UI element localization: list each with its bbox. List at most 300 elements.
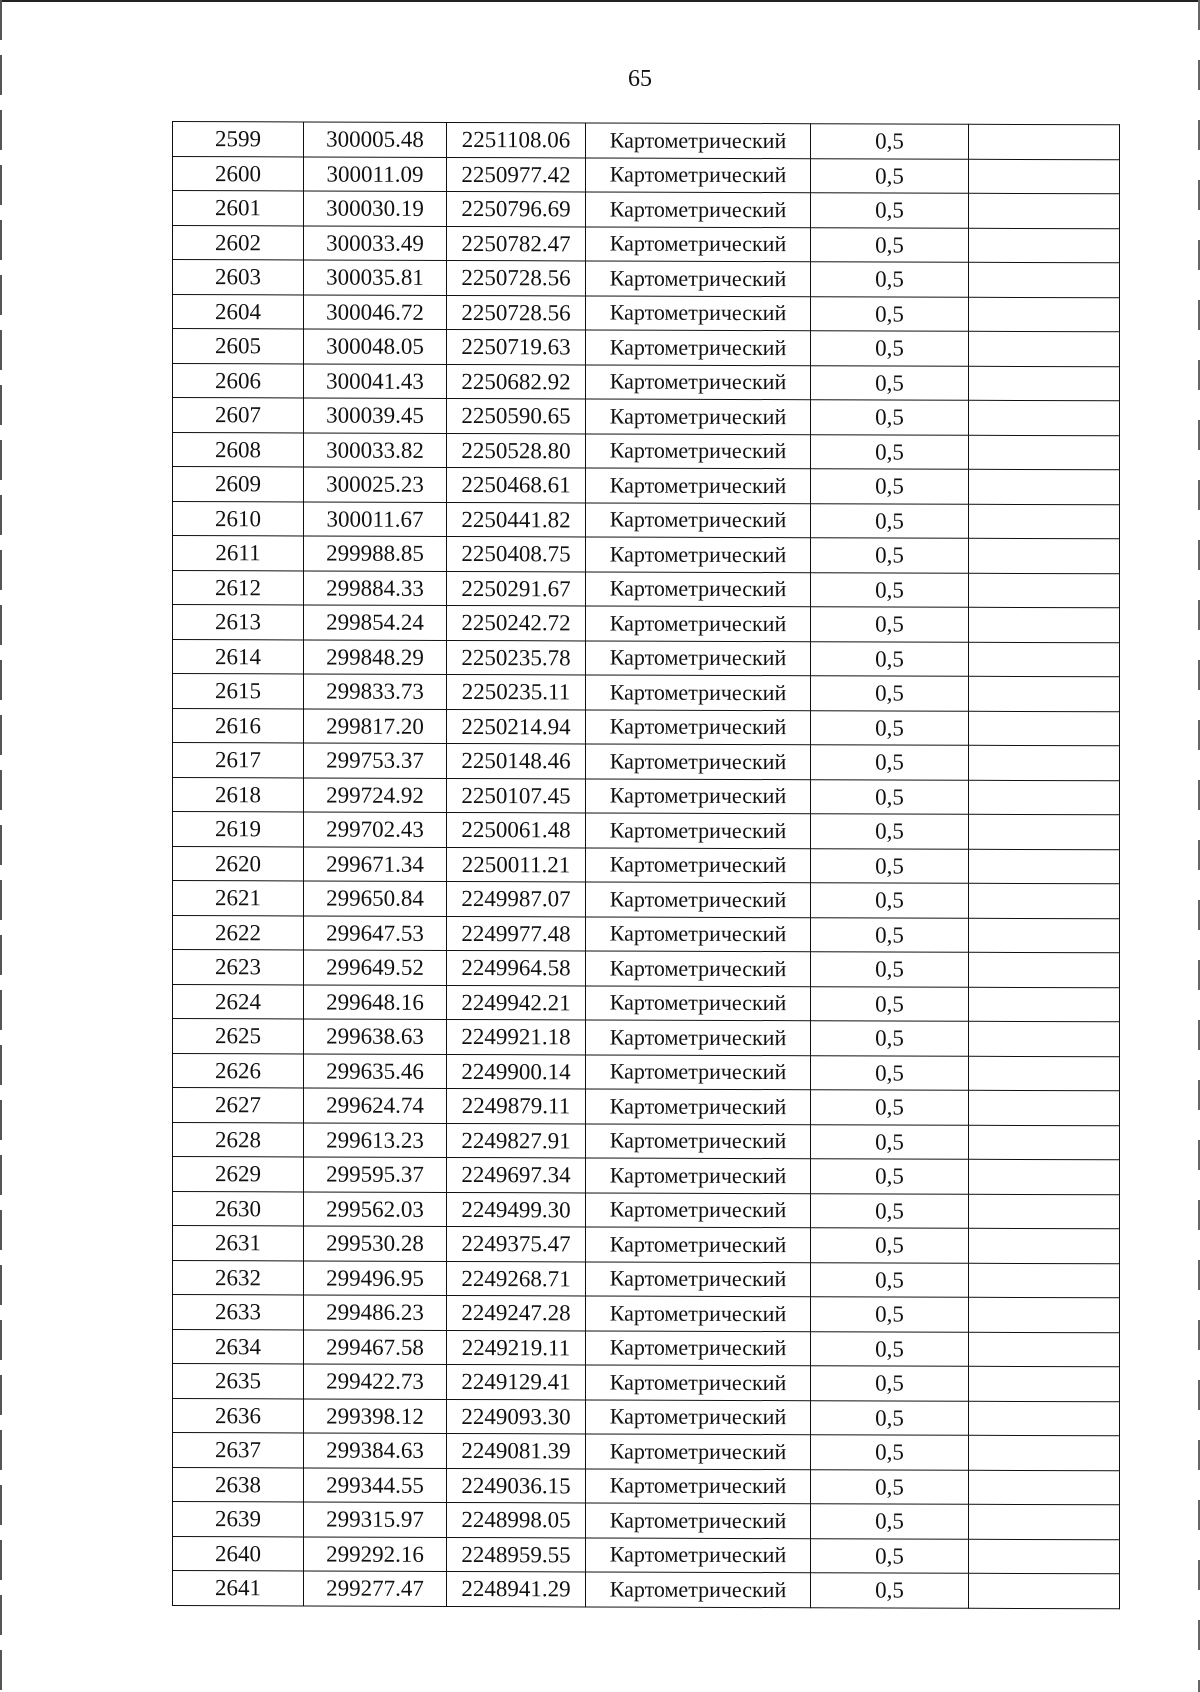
x-coordinate-cell: 299595.37: [304, 1157, 447, 1192]
method-cell: Картометрический: [586, 1089, 811, 1124]
y-coordinate-cell: 2248941.29: [447, 1571, 586, 1606]
x-coordinate-cell: 299753.37: [304, 743, 447, 778]
x-coordinate-cell: 299384.63: [304, 1433, 447, 1468]
method-cell: Картометрический: [586, 847, 811, 882]
table-row: [173, 1019, 1120, 1057]
method-cell: Картометрический: [586, 502, 811, 537]
x-coordinate-cell: 299988.85: [304, 536, 447, 571]
y-coordinate-cell: 2248998.05: [447, 1502, 586, 1537]
note-cell: [969, 1504, 1120, 1539]
note-cell: [969, 1401, 1120, 1436]
y-coordinate-cell: 2248959.55: [447, 1537, 586, 1572]
table-row: [173, 329, 1120, 367]
note-cell: [969, 1021, 1120, 1056]
x-coordinate-cell: 300030.19: [304, 191, 447, 226]
y-coordinate-cell: 2249900.14: [447, 1054, 586, 1089]
x-coordinate-cell: 299530.28: [304, 1226, 447, 1261]
x-coordinate-cell: 299496.95: [304, 1260, 447, 1295]
x-coordinate-cell: 299344.55: [304, 1467, 447, 1502]
y-coordinate-cell: 2250728.56: [447, 295, 586, 330]
accuracy-cell: 0,5: [811, 193, 969, 228]
note-cell: [969, 607, 1120, 642]
accuracy-cell: 0,5: [811, 1573, 969, 1608]
accuracy-cell: 0,5: [811, 400, 969, 435]
accuracy-cell: 0,5: [811, 1366, 969, 1401]
method-cell: Картометрический: [586, 916, 811, 951]
y-coordinate-cell: 2249942.21: [447, 985, 586, 1020]
table-row: [173, 1398, 1120, 1436]
note-cell: [969, 1090, 1120, 1125]
point-number-cell: 2613: [173, 605, 304, 640]
y-coordinate-cell: 2249987.07: [447, 881, 586, 916]
x-coordinate-cell: 299648.16: [304, 984, 447, 1019]
point-number-cell: 2600: [173, 156, 304, 191]
y-coordinate-cell: 2250719.63: [447, 329, 586, 364]
note-cell: [969, 228, 1120, 263]
y-coordinate-cell: 2250977.42: [447, 157, 586, 192]
x-coordinate-cell: 299638.63: [304, 1019, 447, 1054]
point-number-cell: 2615: [173, 674, 304, 709]
point-number-cell: 2620: [173, 846, 304, 881]
accuracy-cell: 0,5: [811, 538, 969, 573]
accuracy-cell: 0,5: [811, 676, 969, 711]
x-coordinate-cell: 299613.23: [304, 1122, 447, 1157]
point-number-cell: 2636: [173, 1398, 304, 1433]
y-coordinate-cell: 2249827.91: [447, 1123, 586, 1158]
point-number-cell: 2603: [173, 260, 304, 295]
point-number-cell: 2601: [173, 191, 304, 226]
point-number-cell: 2607: [173, 398, 304, 433]
x-coordinate-cell: 299467.58: [304, 1329, 447, 1364]
accuracy-cell: 0,5: [811, 848, 969, 883]
table-row: [173, 398, 1120, 436]
point-number-cell: 2632: [173, 1260, 304, 1295]
accuracy-cell: 0,5: [811, 331, 969, 366]
accuracy-cell: 0,5: [811, 917, 969, 952]
table-row: [173, 1191, 1120, 1229]
accuracy-cell: 0,5: [811, 1262, 969, 1297]
point-number-cell: 2611: [173, 536, 304, 571]
x-coordinate-cell: 300025.23: [304, 467, 447, 502]
y-coordinate-cell: 2249879.11: [447, 1088, 586, 1123]
y-coordinate-cell: 2250011.21: [447, 847, 586, 882]
x-coordinate-cell: 299671.34: [304, 846, 447, 881]
y-coordinate-cell: 2250468.61: [447, 467, 586, 502]
y-coordinate-cell: 2250528.80: [447, 433, 586, 468]
x-coordinate-cell: 299486.23: [304, 1295, 447, 1330]
note-cell: [969, 297, 1120, 332]
accuracy-cell: 0,5: [811, 986, 969, 1021]
x-coordinate-cell: 300005.48: [304, 122, 447, 157]
y-coordinate-cell: 2249247.28: [447, 1295, 586, 1330]
method-cell: Картометрический: [586, 537, 811, 572]
x-coordinate-cell: 299562.03: [304, 1191, 447, 1226]
method-cell: Картометрический: [586, 192, 811, 227]
table-row: [173, 1433, 1120, 1471]
table-row: [173, 812, 1120, 850]
method-cell: Картометрический: [586, 571, 811, 606]
x-coordinate-cell: 300046.72: [304, 294, 447, 329]
accuracy-cell: 0,5: [811, 1055, 969, 1090]
point-number-cell: 2616: [173, 708, 304, 743]
x-coordinate-cell: 300035.81: [304, 260, 447, 295]
method-cell: Картометрический: [586, 1054, 811, 1089]
y-coordinate-cell: 2249499.30: [447, 1192, 586, 1227]
method-cell: Картометрический: [586, 1330, 811, 1365]
accuracy-cell: 0,5: [811, 1435, 969, 1470]
scan-top-border: [0, 0, 1200, 2]
y-coordinate-cell: 2249036.15: [447, 1468, 586, 1503]
table-row: [173, 1053, 1120, 1091]
point-number-cell: 2618: [173, 777, 304, 812]
table-row: [173, 1122, 1120, 1160]
x-coordinate-cell: 299422.73: [304, 1364, 447, 1399]
note-cell: [969, 711, 1120, 746]
method-cell: Картометрический: [586, 640, 811, 675]
table-row: [173, 950, 1120, 988]
method-cell: Картометрический: [586, 1227, 811, 1262]
method-cell: Картометрический: [586, 399, 811, 434]
table-row: [173, 743, 1120, 781]
x-coordinate-cell: 299650.84: [304, 881, 447, 916]
accuracy-cell: 0,5: [811, 1297, 969, 1332]
x-coordinate-cell: 299884.33: [304, 570, 447, 605]
note-cell: [969, 1228, 1120, 1263]
y-coordinate-cell: 2249964.58: [447, 950, 586, 985]
point-number-cell: 2640: [173, 1536, 304, 1571]
point-number-cell: 2633: [173, 1295, 304, 1330]
y-coordinate-cell: 2250235.78: [447, 640, 586, 675]
point-number-cell: 2604: [173, 294, 304, 329]
point-number-cell: 2612: [173, 570, 304, 605]
note-cell: [969, 814, 1120, 849]
y-coordinate-cell: 2249093.30: [447, 1399, 586, 1434]
x-coordinate-cell: 300011.67: [304, 501, 447, 536]
accuracy-cell: 0,5: [811, 607, 969, 642]
method-cell: Картометрический: [586, 1020, 811, 1055]
table-row: [173, 777, 1120, 815]
x-coordinate-cell: 299833.73: [304, 674, 447, 709]
accuracy-cell: 0,5: [811, 1331, 969, 1366]
y-coordinate-cell: 2250061.48: [447, 812, 586, 847]
x-coordinate-cell: 300039.45: [304, 398, 447, 433]
accuracy-cell: 0,5: [811, 745, 969, 780]
note-cell: [969, 538, 1120, 573]
point-number-cell: 2619: [173, 812, 304, 847]
table-row: [173, 674, 1120, 712]
method-cell: Картометрический: [586, 675, 811, 710]
method-cell: Картометрический: [586, 1123, 811, 1158]
table-row: [173, 191, 1120, 229]
method-cell: Картометрический: [586, 468, 811, 503]
table-row: [173, 1295, 1120, 1333]
method-cell: Картометрический: [586, 1399, 811, 1434]
method-cell: Картометрический: [586, 364, 811, 399]
point-number-cell: 2609: [173, 467, 304, 502]
table-row: [173, 363, 1120, 401]
point-number-cell: 2624: [173, 984, 304, 1019]
note-cell: [969, 262, 1120, 297]
note-cell: [969, 918, 1120, 953]
accuracy-cell: 0,5: [811, 1021, 969, 1056]
x-coordinate-cell: 300048.05: [304, 329, 447, 364]
note-cell: [969, 642, 1120, 677]
y-coordinate-cell: 2249081.39: [447, 1433, 586, 1468]
accuracy-cell: 0,5: [811, 1124, 969, 1159]
note-cell: [969, 1366, 1120, 1401]
note-cell: [969, 504, 1120, 539]
method-cell: Картометрический: [586, 1572, 811, 1607]
y-coordinate-cell: 2250242.72: [447, 605, 586, 640]
point-number-cell: 2639: [173, 1502, 304, 1537]
method-cell: Картометрический: [586, 1296, 811, 1331]
note-cell: [969, 1056, 1120, 1091]
method-cell: Картометрический: [586, 1468, 811, 1503]
note-cell: [969, 1297, 1120, 1332]
table-body: [173, 122, 1120, 1609]
note-cell: [969, 780, 1120, 815]
y-coordinate-cell: 2250796.69: [447, 191, 586, 226]
table-row: [173, 467, 1120, 505]
method-cell: Картометрический: [586, 813, 811, 848]
coordinates-table-wrapper: [172, 121, 1119, 1609]
table-row: [173, 984, 1120, 1022]
table-row: [173, 570, 1120, 608]
method-cell: Картометрический: [586, 1192, 811, 1227]
accuracy-cell: 0,5: [811, 710, 969, 745]
method-cell: Картометрический: [586, 606, 811, 641]
y-coordinate-cell: 2250441.82: [447, 502, 586, 537]
table-row: [173, 639, 1120, 677]
point-number-cell: 2599: [173, 122, 304, 157]
note-cell: [969, 1435, 1120, 1470]
table-row: [173, 1260, 1120, 1298]
accuracy-cell: 0,5: [811, 1538, 969, 1573]
y-coordinate-cell: 2250682.92: [447, 364, 586, 399]
method-cell: Картометрический: [586, 1158, 811, 1193]
note-cell: [969, 1263, 1120, 1298]
point-number-cell: 2631: [173, 1226, 304, 1261]
x-coordinate-cell: 299854.24: [304, 605, 447, 640]
y-coordinate-cell: 2249219.11: [447, 1330, 586, 1365]
x-coordinate-cell: 300033.82: [304, 432, 447, 467]
x-coordinate-cell: 299277.47: [304, 1571, 447, 1606]
point-number-cell: 2614: [173, 639, 304, 674]
x-coordinate-cell: 299398.12: [304, 1398, 447, 1433]
x-coordinate-cell: 299724.92: [304, 777, 447, 812]
accuracy-cell: 0,5: [811, 158, 969, 193]
method-cell: Картометрический: [586, 157, 811, 192]
y-coordinate-cell: 2250214.94: [447, 709, 586, 744]
x-coordinate-cell: 299635.46: [304, 1053, 447, 1088]
y-coordinate-cell: 2251108.06: [447, 122, 586, 157]
y-coordinate-cell: 2250590.65: [447, 398, 586, 433]
accuracy-cell: 0,5: [811, 1469, 969, 1504]
y-coordinate-cell: 2250291.67: [447, 571, 586, 606]
point-number-cell: 2638: [173, 1467, 304, 1502]
x-coordinate-cell: 299649.52: [304, 950, 447, 985]
y-coordinate-cell: 2249375.47: [447, 1226, 586, 1261]
table-row: [173, 1088, 1120, 1126]
method-cell: Картометрический: [586, 985, 811, 1020]
y-coordinate-cell: 2250235.11: [447, 674, 586, 709]
accuracy-cell: 0,5: [811, 1228, 969, 1263]
point-number-cell: 2605: [173, 329, 304, 364]
accuracy-cell: 0,5: [811, 365, 969, 400]
y-coordinate-cell: 2250148.46: [447, 743, 586, 778]
table-row: [173, 1329, 1120, 1367]
method-cell: Картометрический: [586, 226, 811, 261]
point-number-cell: 2623: [173, 950, 304, 985]
accuracy-cell: 0,5: [811, 1193, 969, 1228]
x-coordinate-cell: 299292.16: [304, 1536, 447, 1571]
x-coordinate-cell: 299848.29: [304, 639, 447, 674]
y-coordinate-cell: 2249697.34: [447, 1157, 586, 1192]
note-cell: [969, 1159, 1120, 1194]
table-row: [173, 1157, 1120, 1195]
note-cell: [969, 331, 1120, 366]
table-row: [173, 260, 1120, 298]
table-row: [173, 846, 1120, 884]
accuracy-cell: 0,5: [811, 1504, 969, 1539]
point-number-cell: 2608: [173, 432, 304, 467]
method-cell: Картометрический: [586, 882, 811, 917]
x-coordinate-cell: 300011.09: [304, 156, 447, 191]
table-row: [173, 605, 1120, 643]
x-coordinate-cell: 299817.20: [304, 708, 447, 743]
table-row: [173, 156, 1120, 194]
point-number-cell: 2626: [173, 1053, 304, 1088]
y-coordinate-cell: 2250408.75: [447, 536, 586, 571]
method-cell: Картометрический: [586, 1261, 811, 1296]
point-number-cell: 2628: [173, 1122, 304, 1157]
method-cell: Картометрический: [586, 709, 811, 744]
y-coordinate-cell: 2249268.71: [447, 1261, 586, 1296]
table-row: [173, 915, 1120, 953]
accuracy-cell: 0,5: [811, 227, 969, 262]
note-cell: [969, 1573, 1120, 1608]
x-coordinate-cell: 299315.97: [304, 1502, 447, 1537]
y-coordinate-cell: 2249921.18: [447, 1019, 586, 1054]
point-number-cell: 2606: [173, 363, 304, 398]
method-cell: Картометрический: [586, 1365, 811, 1400]
note-cell: [969, 1539, 1120, 1574]
y-coordinate-cell: 2250107.45: [447, 778, 586, 813]
x-coordinate-cell: 300041.43: [304, 363, 447, 398]
point-number-cell: 2630: [173, 1191, 304, 1226]
accuracy-cell: 0,5: [811, 1090, 969, 1125]
method-cell: Картометрический: [586, 951, 811, 986]
table-row: [173, 1571, 1120, 1609]
note-cell: [969, 883, 1120, 918]
accuracy-cell: 0,5: [811, 883, 969, 918]
scan-left-border: [0, 0, 2, 1692]
coordinates-table: [172, 121, 1120, 1609]
point-number-cell: 2621: [173, 881, 304, 916]
point-number-cell: 2610: [173, 501, 304, 536]
accuracy-cell: 0,5: [811, 952, 969, 987]
table-row: [173, 1536, 1120, 1574]
method-cell: Картометрический: [586, 1537, 811, 1572]
accuracy-cell: 0,5: [811, 814, 969, 849]
accuracy-cell: 0,5: [811, 641, 969, 676]
point-number-cell: 2629: [173, 1157, 304, 1192]
point-number-cell: 2635: [173, 1364, 304, 1399]
method-cell: Картометрический: [586, 261, 811, 296]
note-cell: [969, 1470, 1120, 1505]
point-number-cell: 2637: [173, 1433, 304, 1468]
accuracy-cell: 0,5: [811, 1159, 969, 1194]
table-row: [173, 881, 1120, 919]
table-row: [173, 536, 1120, 574]
x-coordinate-cell: 299647.53: [304, 915, 447, 950]
note-cell: [969, 366, 1120, 401]
note-cell: [969, 952, 1120, 987]
note-cell: [969, 124, 1120, 159]
table-row: [173, 432, 1120, 470]
table-row: [173, 294, 1120, 332]
note-cell: [969, 1194, 1120, 1229]
y-coordinate-cell: 2250728.56: [447, 260, 586, 295]
method-cell: Картометрический: [586, 1434, 811, 1469]
note-cell: [969, 987, 1120, 1022]
note-cell: [969, 745, 1120, 780]
y-coordinate-cell: 2249977.48: [447, 916, 586, 951]
point-number-cell: 2634: [173, 1329, 304, 1364]
method-cell: Картометрический: [586, 330, 811, 365]
accuracy-cell: 0,5: [811, 779, 969, 814]
note-cell: [969, 193, 1120, 228]
method-cell: Картометрический: [586, 1503, 811, 1538]
note-cell: [969, 573, 1120, 608]
accuracy-cell: 0,5: [811, 572, 969, 607]
table-row: [173, 501, 1120, 539]
table-row: [173, 225, 1120, 263]
y-coordinate-cell: 2250782.47: [447, 226, 586, 261]
point-number-cell: 2627: [173, 1088, 304, 1123]
method-cell: Картометрический: [586, 295, 811, 330]
point-number-cell: 2617: [173, 743, 304, 778]
note-cell: [969, 1332, 1120, 1367]
accuracy-cell: 0,5: [811, 124, 969, 159]
note-cell: [969, 1125, 1120, 1160]
point-number-cell: 2622: [173, 915, 304, 950]
method-cell: Картометрический: [586, 123, 811, 158]
table-row: [173, 1364, 1120, 1402]
accuracy-cell: 0,5: [811, 503, 969, 538]
accuracy-cell: 0,5: [811, 469, 969, 504]
accuracy-cell: 0,5: [811, 434, 969, 469]
table-row: [173, 1467, 1120, 1505]
note-cell: [969, 849, 1120, 884]
table-row: [173, 1226, 1120, 1264]
x-coordinate-cell: 300033.49: [304, 225, 447, 260]
page-number: 65: [628, 66, 652, 92]
note-cell: [969, 159, 1120, 194]
method-cell: Картометрический: [586, 778, 811, 813]
note-cell: [969, 469, 1120, 504]
note-cell: [969, 435, 1120, 470]
table-row: [173, 1502, 1120, 1540]
table-row: [173, 708, 1120, 746]
point-number-cell: 2625: [173, 1019, 304, 1054]
point-number-cell: 2641: [173, 1571, 304, 1606]
accuracy-cell: 0,5: [811, 1400, 969, 1435]
accuracy-cell: 0,5: [811, 296, 969, 331]
note-cell: [969, 676, 1120, 711]
x-coordinate-cell: 299624.74: [304, 1088, 447, 1123]
y-coordinate-cell: 2249129.41: [447, 1364, 586, 1399]
